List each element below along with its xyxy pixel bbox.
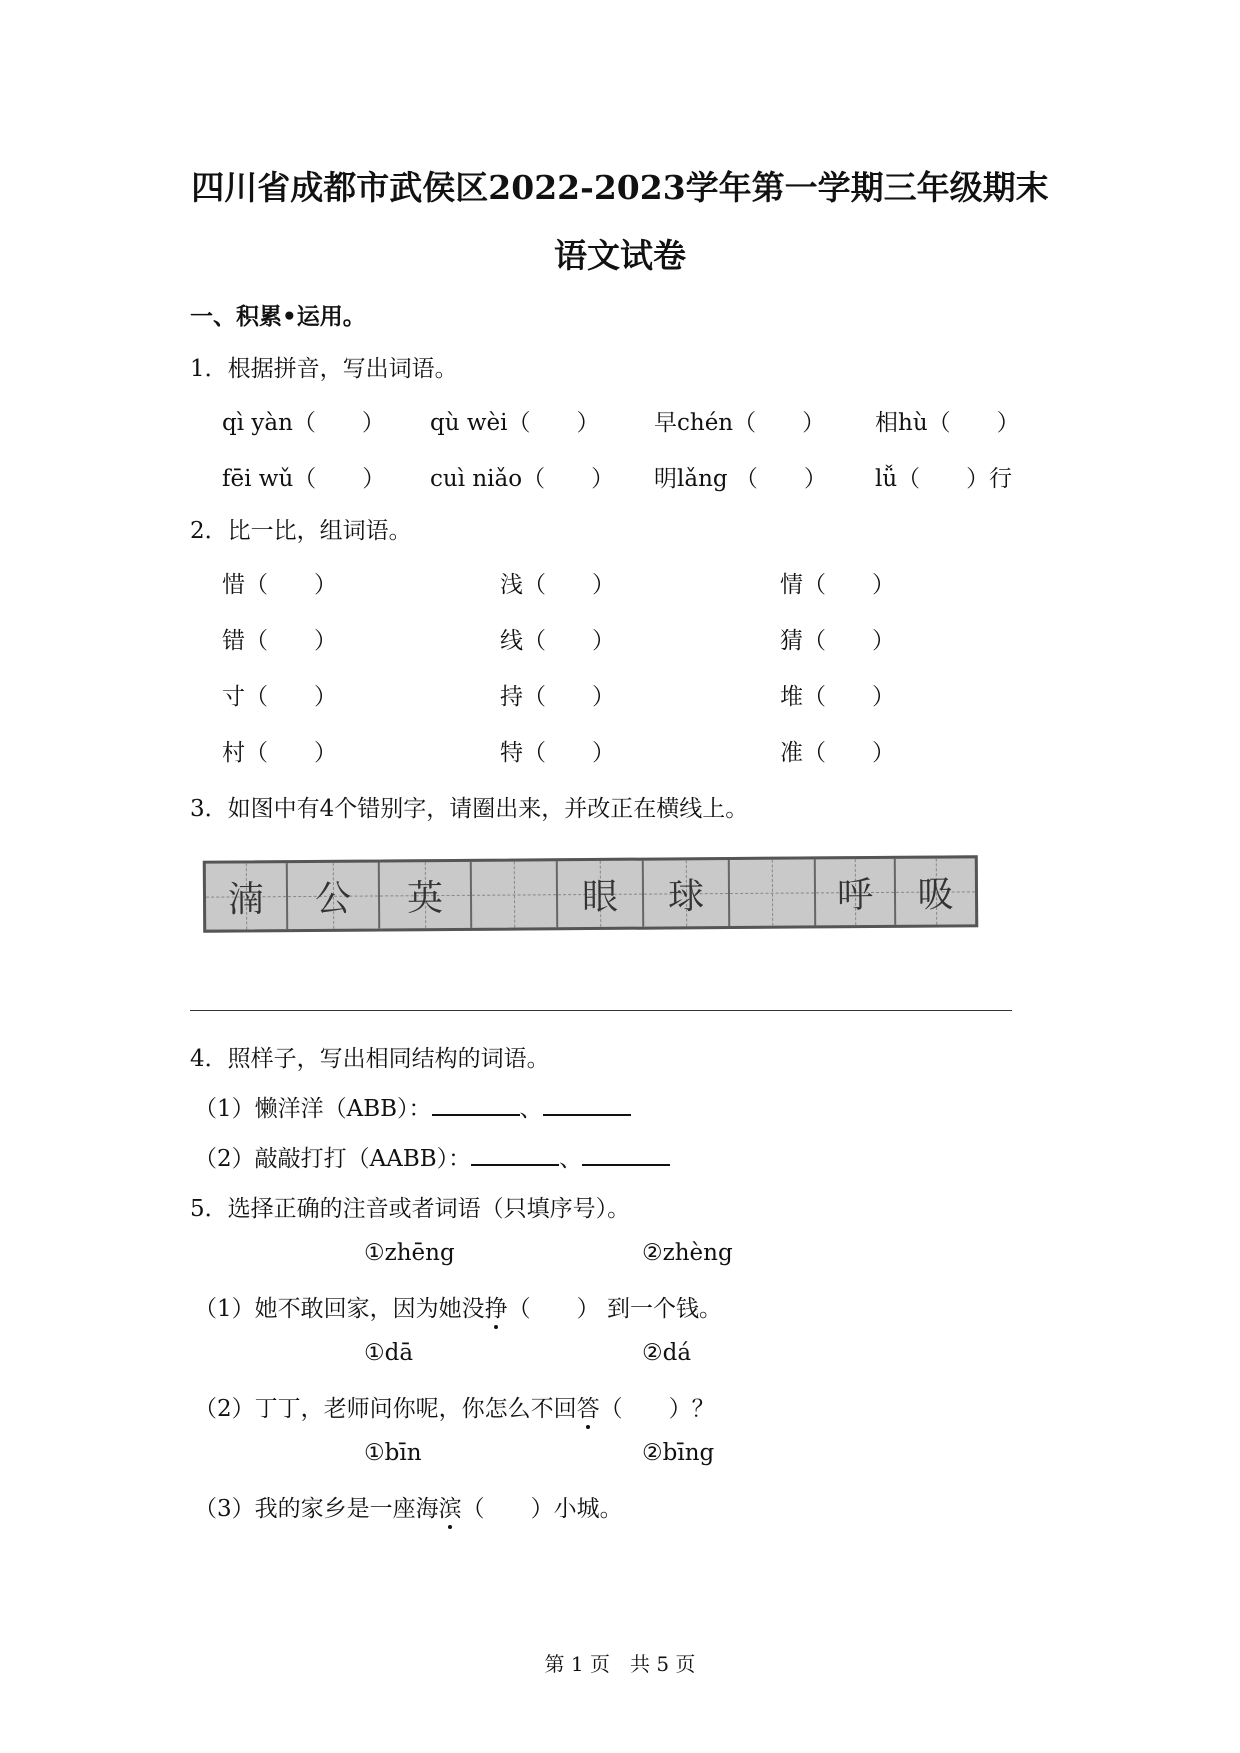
q2-prompt: 2．比一比，组词语。 — [190, 518, 412, 544]
grid-cell: 湳 — [206, 863, 288, 930]
option[interactable]: ①bīn — [364, 1440, 422, 1466]
option[interactable]: ②dá — [642, 1340, 692, 1366]
q2-item[interactable]: 错（ ） — [222, 628, 337, 654]
q2-item[interactable]: 特（ ） — [500, 740, 615, 766]
grid-cell: 英 — [380, 862, 472, 929]
q2-item[interactable]: 准（ ） — [780, 740, 895, 766]
option[interactable]: ②bīng — [642, 1440, 715, 1466]
q5-sentence-1: （1）她不敢回家，因为她没挣（ ） 到一个钱。 — [194, 1290, 722, 1323]
character-grid-image — [203, 855, 978, 932]
q5-options-3 — [0, 1440, 1240, 1470]
q2-item[interactable]: 村（ ） — [222, 740, 337, 766]
q3-prompt: 3．如图中有4个错别字，请圈出来，并改正在横线上。 — [190, 796, 749, 822]
q4-item-2: （2）敲敲打打（AABB）： 、 — [194, 1140, 670, 1173]
page-footer: 第 1 页 共 5 页 — [544, 1652, 696, 1676]
blank-line[interactable] — [471, 1142, 559, 1166]
page-subtitle: 语文试卷 — [554, 236, 686, 275]
grid-cell: 眼 — [558, 861, 644, 928]
q2-row-1 — [0, 566, 1240, 596]
q2-item[interactable]: 浅（ ） — [500, 572, 615, 598]
q5-sentence-2: （2）丁丁，老师问你呢，你怎么不回答（ ）？ — [194, 1390, 715, 1423]
q1-item[interactable]: cuì niǎo（ ） — [430, 466, 615, 492]
q1-item[interactable]: lǚ（ ）行 — [875, 466, 1013, 492]
q1-prompt: 1．根据拼音，写出词语。 — [190, 356, 458, 382]
q1-item[interactable]: 早chén（ ） — [654, 410, 826, 436]
q1-item[interactable]: 相hù（ ） — [875, 410, 1020, 436]
option[interactable]: ①zhēng — [364, 1240, 455, 1266]
q1-item[interactable]: qù wèi（ ） — [430, 410, 600, 436]
q5-sentence-3: （3）我的家乡是一座海滨（ ）小城。 — [194, 1490, 623, 1523]
q1-row-2 — [0, 460, 1240, 490]
q1-item[interactable]: qì yàn（ ） — [222, 410, 385, 436]
q2-item[interactable]: 猜（ ） — [780, 628, 895, 654]
q2-item[interactable]: 寸（ ） — [222, 684, 337, 710]
q2-row-2 — [0, 622, 1240, 652]
q2-item[interactable]: 线（ ） — [500, 628, 615, 654]
blank-line[interactable] — [582, 1142, 670, 1166]
grid-cell: 球 — [644, 860, 730, 927]
q2-item[interactable]: 惜（ ） — [222, 572, 337, 598]
q2-item[interactable]: 情（ ） — [780, 572, 895, 598]
q4-prompt: 4．照样子，写出相同结构的词语。 — [190, 1046, 550, 1072]
q2-item[interactable]: 持（ ） — [500, 684, 615, 710]
q2-item[interactable]: 堆（ ） — [780, 684, 895, 710]
option[interactable]: ①dā — [364, 1340, 414, 1366]
option[interactable]: ②zhèng — [642, 1240, 733, 1266]
grid-cell — [730, 859, 816, 926]
q1-item[interactable]: 明lǎng （ ） — [654, 466, 827, 492]
q4-item-1: （1）懒洋洋（ABB）： 、 — [194, 1090, 631, 1123]
q1-item[interactable]: fēi wǔ（ ） — [222, 466, 386, 492]
grid-cell: 吸 — [896, 858, 975, 925]
q2-row-4 — [0, 734, 1240, 764]
answer-line[interactable] — [190, 1010, 1012, 1011]
page-title: 四川省成都市武侯区2022-2023学年第一学期三年级期末 — [191, 168, 1049, 207]
grid-cell: 公 — [288, 862, 380, 929]
q5-options-1 — [0, 1240, 1240, 1270]
grid-cell: 呼 — [816, 859, 896, 926]
section-heading: 一、积累•运用。 — [190, 304, 366, 330]
grid-cell — [472, 861, 558, 928]
blank-line[interactable] — [432, 1092, 520, 1116]
q5-prompt: 5．选择正确的注音或者词语（只填序号）。 — [190, 1196, 631, 1222]
blank-line[interactable] — [543, 1092, 631, 1116]
q5-options-2 — [0, 1340, 1240, 1370]
q1-row-1 — [0, 404, 1240, 434]
q2-row-3 — [0, 678, 1240, 708]
